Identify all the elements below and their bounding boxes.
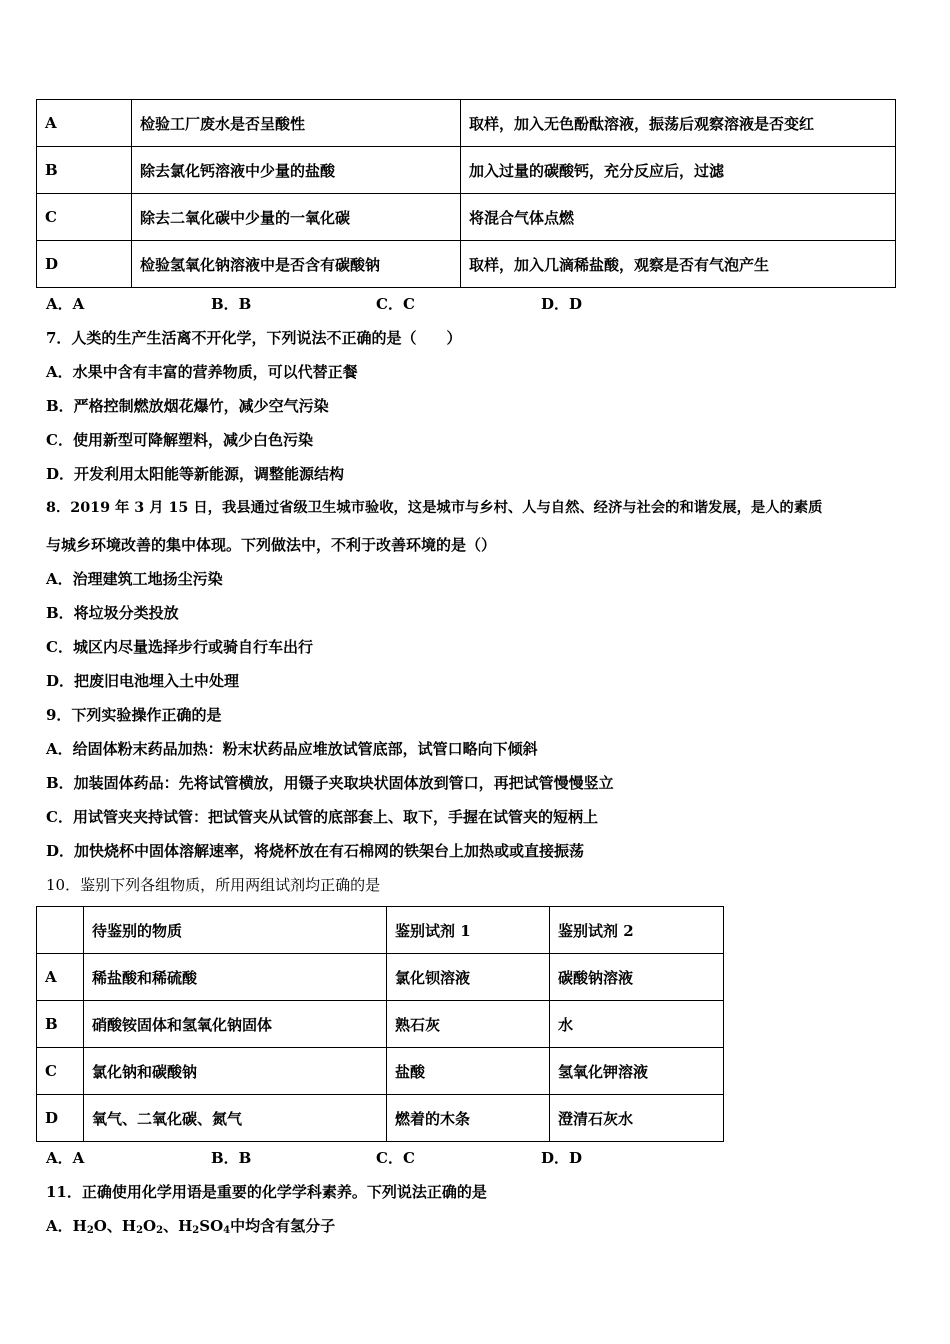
q9-option-d: D．加快烧杯中固体溶解速率，将烧杯放在有石棉网的铁架台上加热或或直接振荡 xyxy=(46,842,585,860)
table-cell: B xyxy=(37,1001,84,1048)
q11-stem: 11．正确使用化学用语是重要的化学学科素养。下列说法正确的是 xyxy=(46,1183,487,1201)
table-row xyxy=(37,1095,724,1142)
table-cell: 稀盐酸和稀硫酸 xyxy=(84,954,387,1001)
q8-option-a: A．治理建筑工地扬尘污染 xyxy=(46,570,223,588)
table-cell: 除去氯化钙溶液中少量的盐酸 xyxy=(132,147,461,194)
formula-h2so4: $H_2SO_4$ xyxy=(178,1217,231,1236)
table-cell: 将混合气体点燃 xyxy=(461,194,896,241)
table-cell: C xyxy=(37,194,132,241)
q7-option-c: C．使用新型可降解塑料，减少白色污染 xyxy=(46,431,313,449)
table-header-cell xyxy=(37,907,84,954)
table-cell: 检验氢氧化钠溶液中是否含有碳酸钠 xyxy=(132,241,461,288)
q7-option-a: A．水果中含有丰富的营养物质，可以代替正餐 xyxy=(46,363,358,381)
option-c: C．C xyxy=(376,295,415,313)
q8-option-d: D．把废旧电池埋入土中处理 xyxy=(46,672,240,690)
option-d: D．D xyxy=(541,295,583,313)
table-cell: 取样，加入无色酚酞溶液，振荡后观察溶液是否变红 xyxy=(461,100,896,147)
q7-option-b: B．严格控制燃放烟花爆竹，减少空气污染 xyxy=(46,397,329,415)
option-suffix: 中均含有氢分子 xyxy=(230,1217,336,1235)
table-cell: 燃着的木条 xyxy=(387,1095,550,1142)
q9-option-b: B．加装固体药品：先将试管横放，用镊子夹取块状固体放到管口，再把试管慢慢竖立 xyxy=(46,774,614,792)
formula-h2o: $H_2O$、 xyxy=(72,1217,122,1236)
table-cell: 氢氧化钾溶液 xyxy=(550,1048,724,1095)
q9-option-a: A．给固体粉末药品加热：粉末状药品应堆放试管底部，试管口略向下倾斜 xyxy=(46,740,538,758)
q8-option-b: B．将垃圾分类投放 xyxy=(46,604,179,622)
table-cell: A xyxy=(37,100,132,147)
table-row xyxy=(37,1048,724,1095)
table-cell: B xyxy=(37,147,132,194)
option-a: A．A xyxy=(46,1149,85,1167)
q8-stem-line1: 8．2019 年 3 月 15 日，我县通过省级卫生城市验收，这是城市与乡村、人与自然、经济与社会的和谐发展，是人的素质 xyxy=(46,500,823,516)
table-cell: 熟石灰 xyxy=(387,1001,550,1048)
table-cell: D xyxy=(37,241,132,288)
table-cell: 检验工厂废水是否呈酸性 xyxy=(132,100,461,147)
q8-option-c: C．城区内尽量选择步行或骑自行车出行 xyxy=(46,638,313,656)
q10-table xyxy=(36,906,724,1142)
table-cell: 水 xyxy=(550,1001,724,1048)
table-cell: 硝酸铵固体和氢氧化钠固体 xyxy=(84,1001,387,1048)
q10-stem: 10．鉴别下列各组物质，所用两组试剂均正确的是 xyxy=(46,876,381,894)
option-prefix: A． xyxy=(46,1217,73,1235)
table-cell: 碳酸钠溶液 xyxy=(550,954,724,1001)
option-a: A．A xyxy=(46,295,85,313)
option-b: B．B xyxy=(211,1149,252,1167)
table-cell: D xyxy=(37,1095,84,1142)
table-cell: 氯化钠和碳酸钠 xyxy=(84,1048,387,1095)
q6-table xyxy=(36,99,896,288)
option-b: B．B xyxy=(211,295,252,313)
table-header-cell: 鉴别试剂 1 xyxy=(387,907,550,954)
table-cell: 盐酸 xyxy=(387,1048,550,1095)
q9-stem: 9．下列实验操作正确的是 xyxy=(46,706,222,724)
option-d: D．D xyxy=(541,1149,583,1167)
table-cell: 加入过量的碳酸钙，充分反应后，过滤 xyxy=(461,147,896,194)
table-header-cell: 待鉴别的物质 xyxy=(84,907,387,954)
table-row xyxy=(37,194,896,241)
table-row xyxy=(37,1001,724,1048)
table-row xyxy=(37,100,896,147)
table-cell: A xyxy=(37,954,84,1001)
table-cell: 氧气、二氧化碳、氮气 xyxy=(84,1095,387,1142)
q7-option-d: D．开发利用太阳能等新能源，调整能源结构 xyxy=(46,465,345,483)
table-cell: C xyxy=(37,1048,84,1095)
table-cell: 氯化钡溶液 xyxy=(387,954,550,1001)
table-row xyxy=(37,954,724,1001)
q11-option-a xyxy=(46,1216,335,1241)
table-cell: 除去二氧化碳中少量的一氧化碳 xyxy=(132,194,461,241)
table-cell: 澄清石灰水 xyxy=(550,1095,724,1142)
q7-stem: 7．人类的生产生活离不开化学，下列说法不正确的是（ ） xyxy=(46,329,462,347)
option-c: C．C xyxy=(376,1149,415,1167)
formula-h2o2: $H_2O_2$、 xyxy=(121,1217,179,1236)
table-row xyxy=(37,241,896,288)
q8-stem-line2: 与城乡环境改善的集中体现。下列做法中，不利于改善环境的是（） xyxy=(46,536,497,554)
table-header-cell: 鉴别试剂 2 xyxy=(550,907,724,954)
q9-option-c: C．用试管夹夹持试管：把试管夹从试管的底部套上、取下，手握在试管夹的短柄上 xyxy=(46,808,598,826)
table-row xyxy=(37,147,896,194)
table-cell: 取样，加入几滴稀盐酸，观察是否有气泡产生 xyxy=(461,241,896,288)
table-header-row xyxy=(37,907,724,954)
